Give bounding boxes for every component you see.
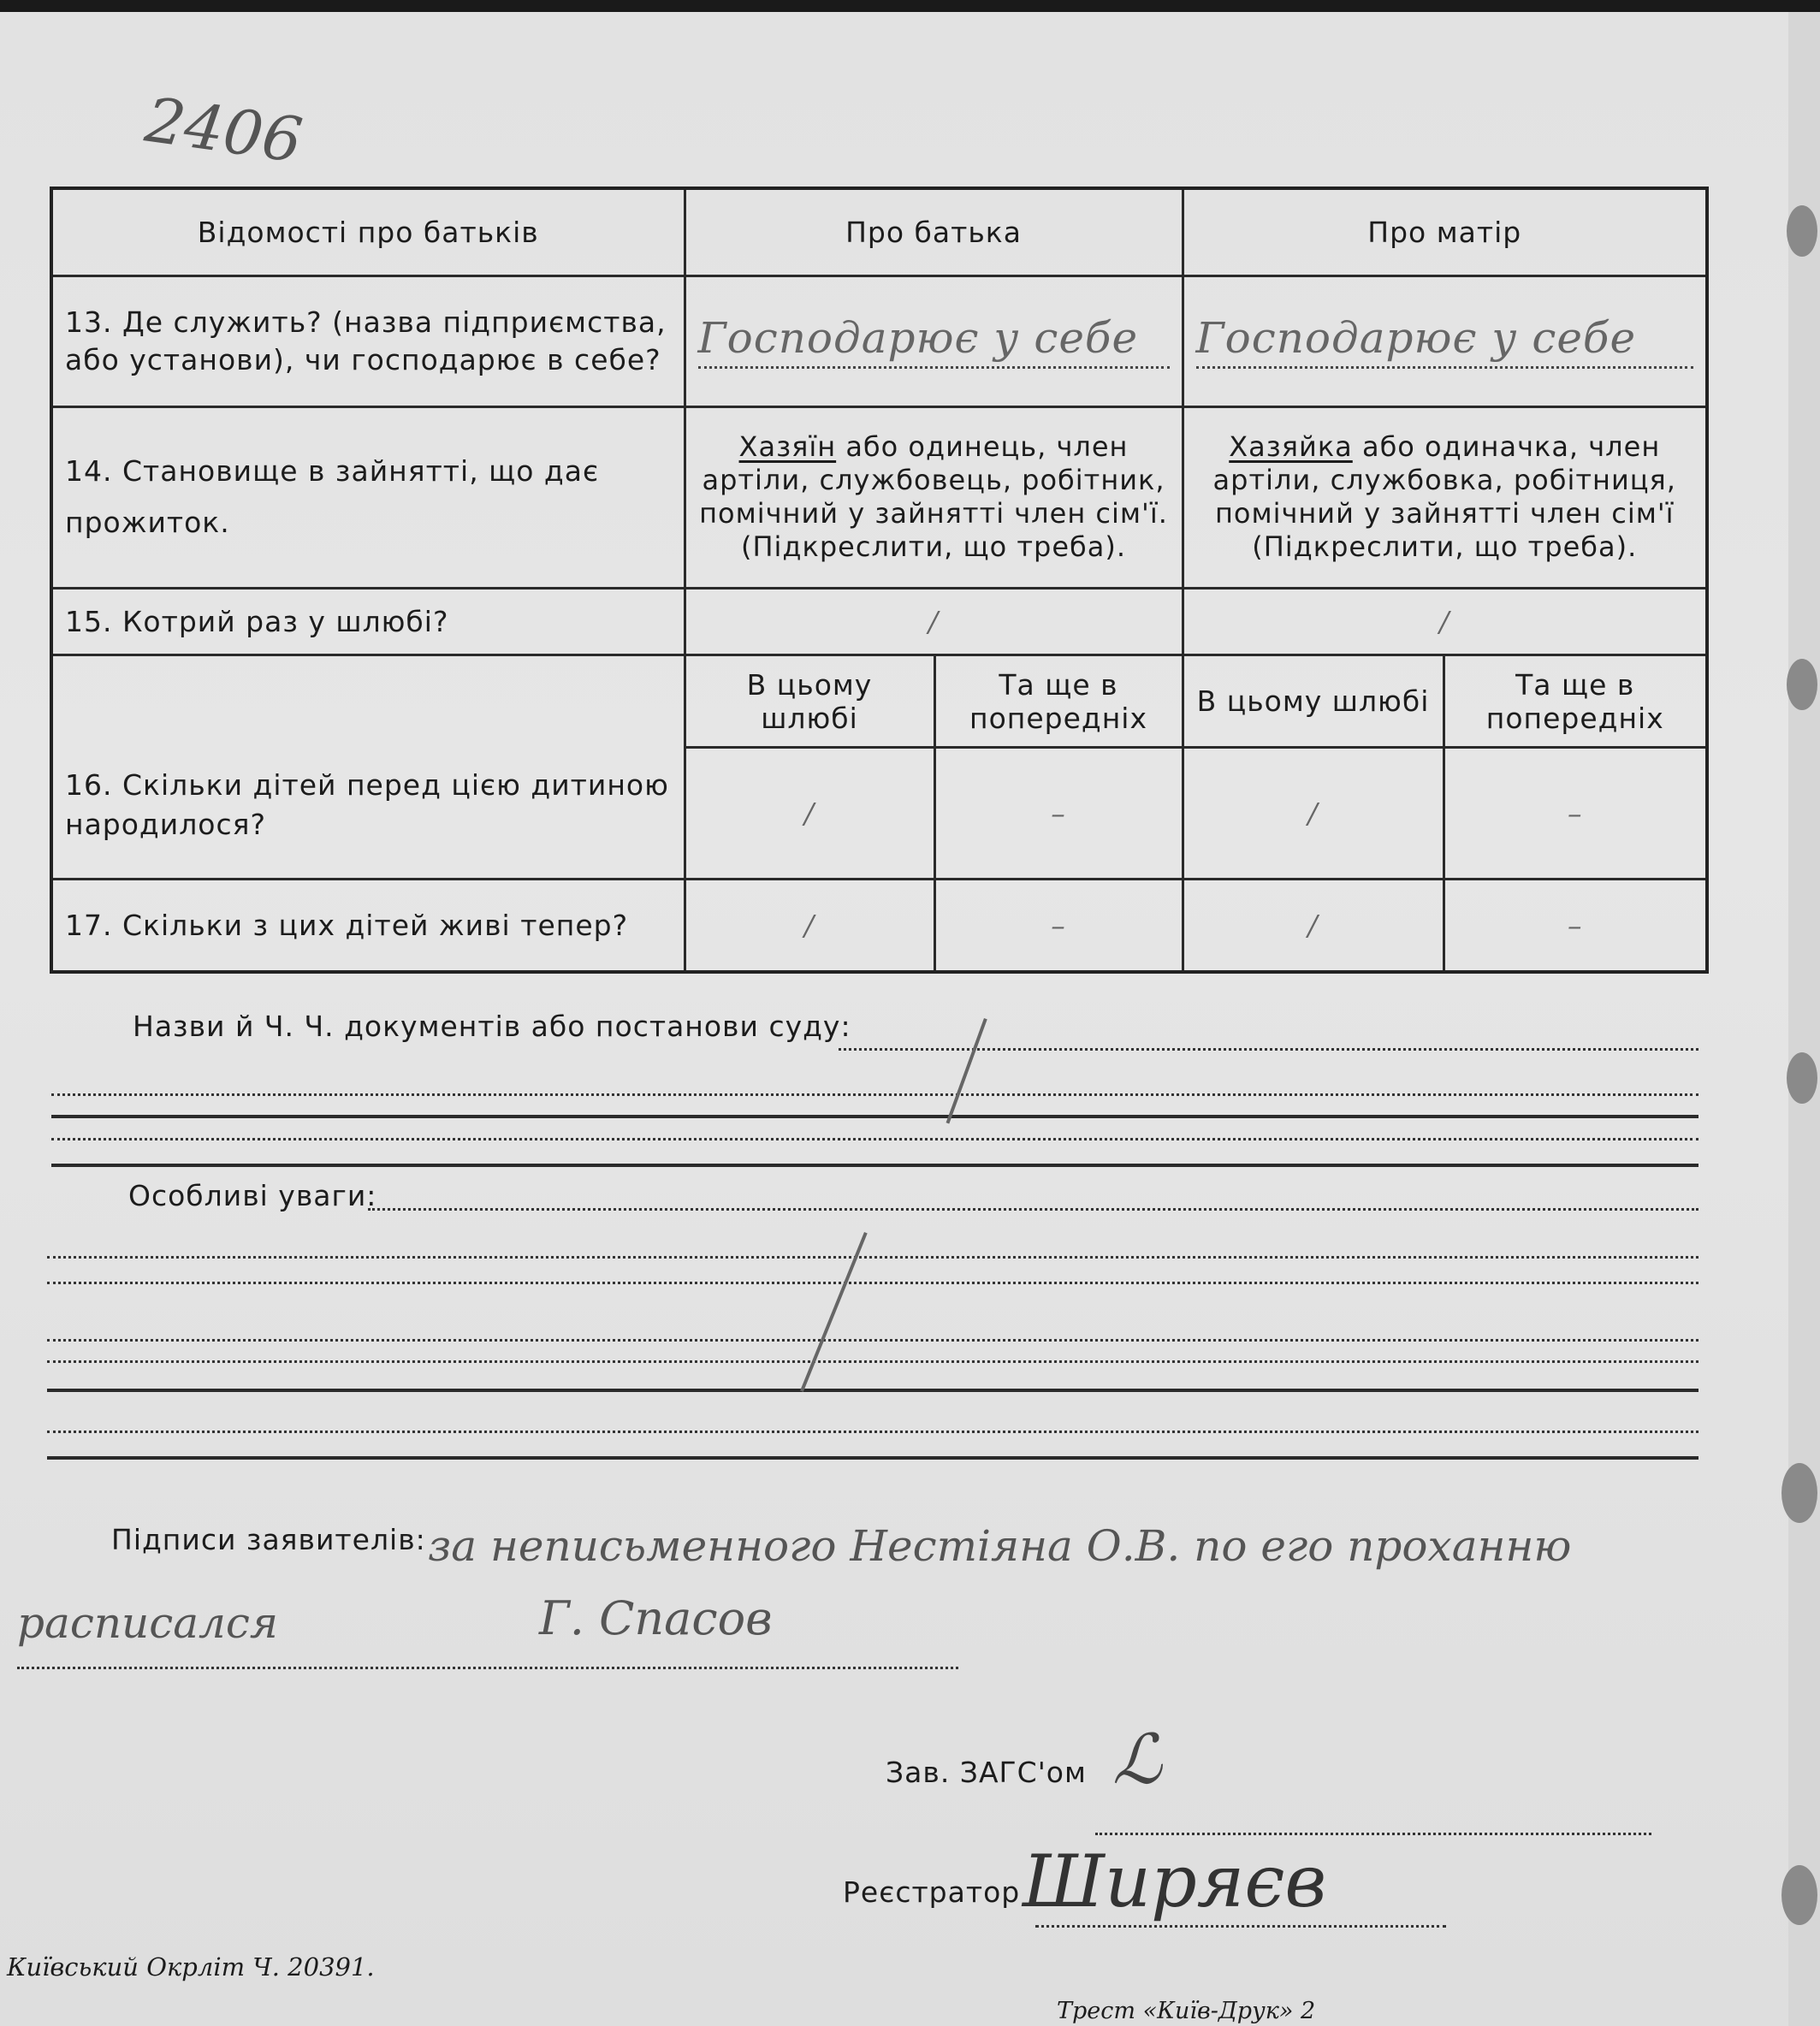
row-14 — [51, 406, 1707, 588]
registrar-label: Реєстратор — [843, 1875, 1021, 1909]
row-17-value: – — [934, 879, 1183, 972]
documents-rule — [51, 1115, 1698, 1118]
row-16-value: – — [934, 748, 1183, 879]
header-about-father: Про батька — [685, 188, 1183, 275]
footer-printer-left: Київський Окрліт Ч. 20391. — [7, 1952, 375, 1982]
signatures-handwriting-line2b: Г. Спасов — [539, 1591, 773, 1645]
head-label: Зав. ЗАГС'ом — [886, 1756, 1087, 1789]
subheader-mother-previous: Та ще в попередніх — [1444, 655, 1707, 748]
signatures-handwriting-line1: за неписьменного Нестіяна О.В. по его проханню — [428, 1521, 1572, 1571]
notes-label: Особливі уваги: — [128, 1179, 377, 1212]
row-14-label: 14. Становище в зайнятті, що дає прожиток. — [51, 406, 685, 588]
footer-printer-right: Трест «Київ-Друк» 2 — [1057, 1998, 1316, 2024]
row-16-value: / — [685, 748, 934, 879]
punch-hole — [1787, 205, 1817, 257]
row-13 — [51, 275, 1707, 406]
file-number: 2406 — [141, 83, 307, 177]
row-14-mother-text: або одиначка, член артіли, службовка, робітниця, помічний у зайнятті член сім'ї (Підкреслити, що треба). — [1212, 430, 1676, 564]
registrar-signature: Ширяєв — [1023, 1839, 1327, 1923]
signatures-label: Підписи заявителів: — [111, 1523, 426, 1556]
notes-line — [47, 1339, 1698, 1342]
row-14-mother-options — [1183, 406, 1707, 588]
row-17-value: / — [1183, 879, 1444, 972]
subheader-father-previous: Та ще в попередніх — [934, 655, 1183, 748]
row-14-mother-underlined: Хазяйка — [1229, 430, 1353, 464]
scan-top-edge — [0, 0, 1820, 12]
registrar-signature-line — [1035, 1925, 1446, 1928]
header-about-mother: Про матір — [1183, 188, 1707, 275]
documents-label: Назви й Ч. Ч. документів або постанови суду: — [133, 1010, 851, 1043]
row-13-father-value: Господарює у себе — [698, 313, 1170, 369]
signatures-handwriting-line2a: расписался — [17, 1598, 278, 1648]
head-signature-line — [1095, 1833, 1651, 1835]
notes-rule — [47, 1389, 1698, 1392]
row-13-label: 13. Де служить? (назва підприємства, або установи), чи господарює в себе? — [51, 275, 685, 406]
punch-hole — [1787, 1052, 1817, 1104]
punch-hole — [1787, 659, 1817, 710]
notes-line — [47, 1256, 1698, 1259]
row-15-mother-value: / — [1183, 589, 1707, 655]
row-16-value: / — [1183, 748, 1444, 879]
header-parents-info: Відомості про батьків — [51, 188, 685, 275]
notes-line — [47, 1282, 1698, 1284]
documents-line — [839, 1048, 1698, 1051]
notes-line — [368, 1208, 1698, 1211]
notes-line — [47, 1431, 1698, 1433]
row-15-label: 15. Котрий раз у шлюбі? — [51, 589, 685, 655]
row-14-father-options — [685, 406, 1183, 588]
parents-info-table — [50, 187, 1709, 974]
row-15 — [51, 589, 1707, 655]
row-17 — [51, 879, 1707, 972]
notes-line — [47, 1360, 1698, 1363]
row-15-father-value: / — [685, 589, 1183, 655]
row-17-value: / — [685, 879, 934, 972]
row-17-value: – — [1444, 879, 1707, 972]
table-header-row — [51, 188, 1707, 275]
subheader-mother-this-marriage: В цьому шлюбі — [1183, 655, 1444, 748]
signatures-line — [17, 1667, 958, 1669]
subheader-father-this-marriage: В цьому шлюбі — [685, 655, 934, 748]
row-16-subheader — [51, 655, 1707, 748]
punch-hole — [1781, 1865, 1817, 1925]
head-signature-scribble: ℒ — [1112, 1720, 1162, 1799]
notes-rule — [47, 1456, 1698, 1460]
row-16-label: 16. Скільки дітей перед цією дитиною народилося? — [51, 655, 685, 879]
row-13-mother-value: Господарює у себе — [1196, 313, 1694, 369]
row-16-value: – — [1444, 748, 1707, 879]
documents-rule — [51, 1164, 1698, 1167]
documents-line — [51, 1093, 1698, 1096]
documents-line — [51, 1138, 1698, 1140]
row-17-label: 17. Скільки з цих дітей живі тепер? — [51, 879, 685, 972]
row-14-father-underlined: Хазяїн — [738, 430, 837, 464]
punch-hole — [1781, 1463, 1817, 1523]
row-14-father-text: або одинець, член артіли, службовець, робітник, помічний у зайнятті член сім'ї. (Підкреслити, що треба). — [699, 430, 1168, 564]
